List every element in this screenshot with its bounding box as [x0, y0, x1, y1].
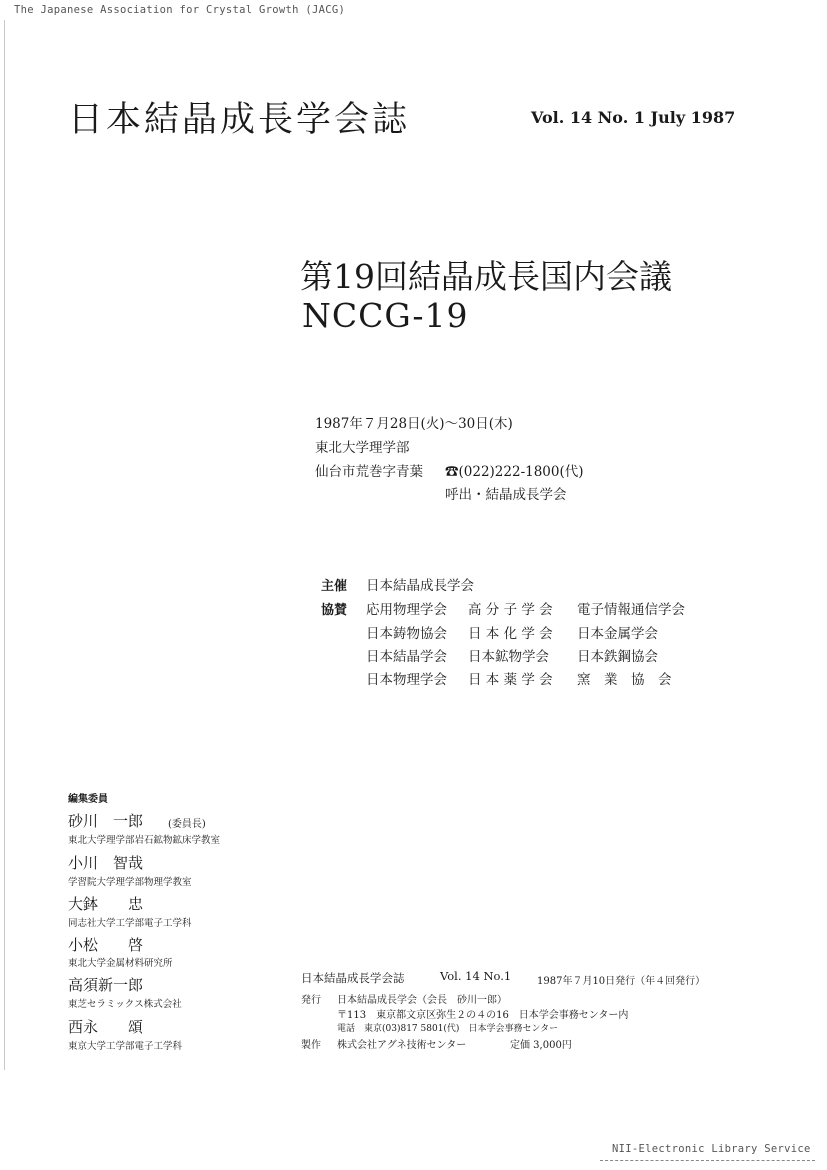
- journal-title: 日本結晶成長学会誌: [68, 100, 411, 140]
- editor-affiliation: 同志社大学工学部電子工学科: [68, 918, 192, 929]
- editor-role: (委員長): [168, 819, 206, 830]
- colophon-volume: Vol. 14 No.1: [440, 969, 512, 983]
- conference-address: 仙台市荒巻字青葉: [315, 464, 423, 480]
- editor-affiliation: 東京大学工学部電子工学科: [68, 1041, 183, 1052]
- footer-rule: [600, 1160, 815, 1161]
- conference-venue: 東北大学理学部: [315, 440, 410, 456]
- editor-name: 小川 智哉: [68, 854, 144, 872]
- colophon-date: 1987年７月10日発行（年４回発行）: [537, 976, 706, 987]
- editor-affiliation: 東北大学理学部岩石鉱物鉱床学教室: [68, 835, 221, 846]
- conference-code: NCCG-19: [302, 296, 469, 335]
- sponsor-name: 日本鉄鋼協会: [577, 649, 658, 665]
- editor-affiliation: 学習院大学理学部物理学教室: [68, 877, 192, 888]
- editor-name: 西永 頌: [68, 1018, 144, 1036]
- host-label: 主催: [321, 579, 348, 594]
- issue-info: Vol. 14 No. 1 July 1987: [531, 108, 736, 127]
- sponsor-name: 日本鉱物学会: [468, 649, 549, 665]
- editors-heading: 編集委員: [68, 794, 108, 805]
- conference-contact: 呼出・結晶成長学会: [445, 487, 567, 503]
- host-name: 日本結晶成長学会: [366, 578, 474, 594]
- sponsor-name: 応用物理学会: [366, 602, 447, 618]
- printer-label: 製作: [301, 1040, 321, 1051]
- sponsor-name: 日 本 化 学 会: [468, 626, 553, 642]
- sponsor-name: 日本鋳物協会: [366, 626, 447, 642]
- editor-affiliation: 東北大学金属材料研究所: [68, 958, 173, 969]
- source-footer: NII-Electronic Library Service: [612, 1143, 811, 1155]
- publisher: 日本結晶成長学会（会長 砂川一郎）: [337, 995, 507, 1006]
- sponsor-name: 電子情報通信学会: [577, 602, 685, 618]
- editor-name: 砂川 一郎: [68, 812, 144, 830]
- conference-title: 第19回結晶成長国内会議: [300, 257, 672, 296]
- conference-phone: ☎(022)222-1800(代): [445, 464, 584, 480]
- left-margin-rule: [4, 20, 5, 1070]
- sponsor-name: 日本結晶学会: [366, 649, 447, 665]
- source-header: The Japanese Association for Crystal Growth (JACG): [14, 4, 346, 16]
- price: 定価 3,000円: [510, 1040, 572, 1051]
- sponsor-name: 高 分 子 学 会: [468, 602, 553, 618]
- colophon-journal: 日本結晶成長学会誌: [301, 971, 405, 985]
- sponsor-name: 日本金属学会: [577, 626, 658, 642]
- publisher-phone: 電話 東京(03)817 5801(代) 日本学会事務センター: [337, 1024, 559, 1034]
- editor-name: 小松 啓: [68, 936, 144, 954]
- publisher-address: 〒113 東京都文京区弥生２の４の16 日本学会事務センター内: [337, 1010, 629, 1021]
- editor-name: 高須新一郎: [68, 976, 144, 994]
- editor-affiliation: 東芝セラミックス株式会社: [68, 999, 182, 1010]
- sponsor-name: 窯 業 協 会: [577, 672, 672, 688]
- sponsor-name: 日本物理学会: [366, 672, 447, 688]
- editor-name: 大鉢 忠: [68, 895, 144, 913]
- sponsor-name: 日 本 薬 学 会: [468, 672, 553, 688]
- printer: 株式会社アグネ技術センター: [337, 1040, 467, 1051]
- sponsor-label: 協賛: [321, 603, 348, 618]
- conference-date: 1987年７月28日(火)～30日(木): [315, 416, 513, 432]
- publisher-label: 発行: [301, 995, 321, 1006]
